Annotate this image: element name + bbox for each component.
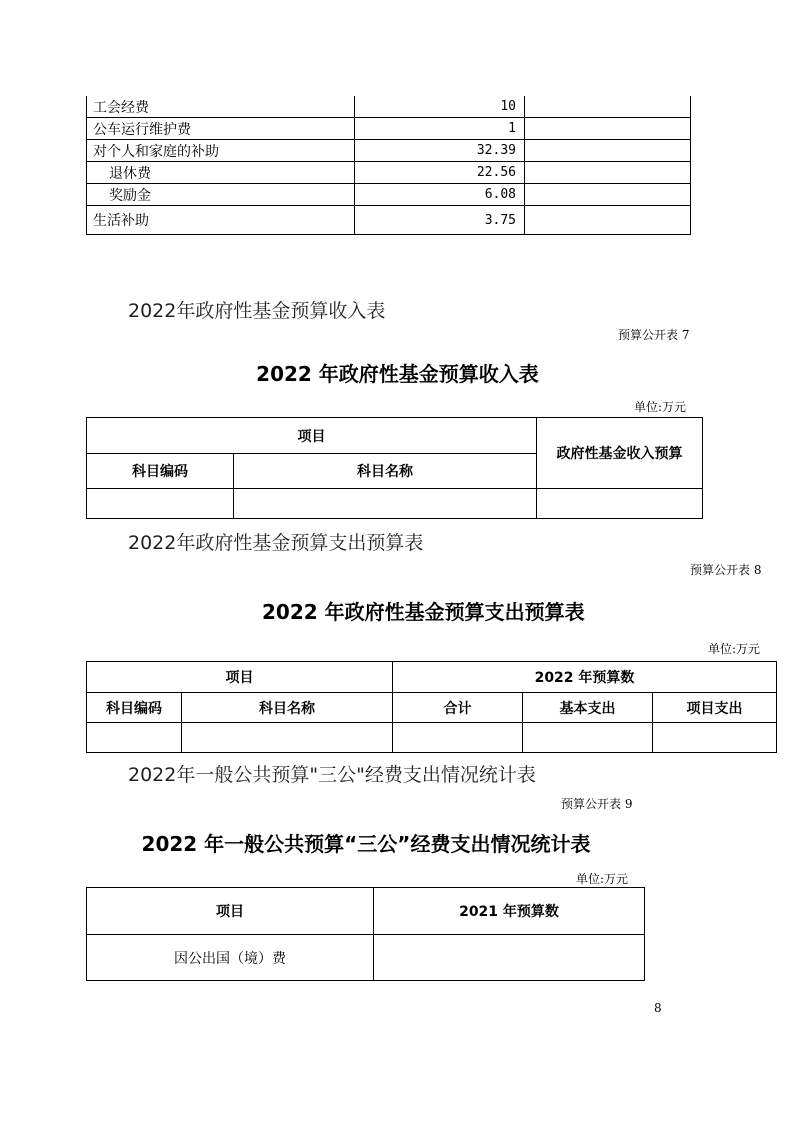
row-value: 6.08	[355, 184, 525, 206]
page-title: 2022 年政府性基金预算收入表	[256, 362, 539, 386]
header-code: 科目编码	[87, 454, 234, 489]
unit-label: 单位:万元	[634, 400, 687, 414]
header-code: 科目编码	[87, 693, 182, 723]
header-name: 科目名称	[234, 454, 537, 489]
row-value: 3.75	[355, 206, 525, 235]
row-label: 工会经费	[87, 96, 355, 118]
page-title: 2022 年政府性基金预算支出预算表	[262, 600, 585, 624]
header-item: 项目	[87, 418, 537, 454]
header-project: 项目支出	[653, 693, 777, 723]
table-row	[87, 96, 691, 118]
unit-label: 单位:万元	[708, 642, 761, 656]
empty-cell	[182, 723, 393, 753]
empty-cell	[537, 489, 703, 519]
header-budget: 政府性基金收入预算	[537, 418, 703, 489]
row-label: 因公出国（境）费	[87, 935, 374, 981]
row-label: 生活补助	[87, 206, 355, 235]
unit-label: 单位:万元	[576, 872, 629, 886]
empty-cell	[523, 723, 653, 753]
row-label: 公车运行维护费	[87, 118, 355, 140]
section-heading: 2022年政府性基金预算支出预算表	[128, 532, 424, 554]
empty-cell	[525, 184, 691, 206]
table-header-row	[87, 888, 645, 935]
empty-cell	[525, 206, 691, 235]
section-heading: 2022年一般公共预算"三公"经费支出情况统计表	[128, 764, 536, 786]
row-label: 对个人和家庭的补助	[87, 140, 355, 162]
table-row	[87, 184, 691, 206]
table-serial: 预算公开表 9	[561, 797, 633, 811]
empty-cell	[653, 723, 777, 753]
fund-income-table	[86, 417, 703, 519]
empty-cell	[525, 162, 691, 184]
empty-cell	[374, 935, 645, 981]
page-number: 8	[654, 1001, 662, 1015]
empty-cell	[87, 723, 182, 753]
page-title: 2022 年一般公共预算“三公”经费支出情况统计表	[141, 832, 591, 856]
empty-cell	[525, 96, 691, 118]
empty-cell	[234, 489, 537, 519]
table-row	[87, 723, 777, 753]
table-row	[87, 162, 691, 184]
table-row	[87, 206, 691, 235]
table-serial: 预算公开表 8	[690, 563, 762, 577]
row-label: 退休费	[87, 162, 355, 184]
table-row	[87, 935, 645, 981]
table-row	[87, 489, 703, 519]
table-row	[87, 118, 691, 140]
table-header-row	[87, 693, 777, 723]
row-label: 奖励金	[87, 184, 355, 206]
header-item: 项目	[87, 888, 374, 935]
header-budget: 2021 年预算数	[374, 888, 645, 935]
expense-table	[86, 96, 691, 235]
row-value: 22.56	[355, 162, 525, 184]
section-heading: 2022年政府性基金预算收入表	[128, 300, 386, 322]
table-header-row	[87, 662, 777, 693]
header-budget: 2022 年预算数	[393, 662, 777, 693]
empty-cell	[393, 723, 523, 753]
empty-cell	[525, 140, 691, 162]
table-serial: 预算公开表 7	[618, 328, 690, 342]
row-value: 1	[355, 118, 525, 140]
header-total: 合计	[393, 693, 523, 723]
table-row	[87, 140, 691, 162]
fund-expense-table	[86, 661, 777, 753]
header-basic: 基本支出	[523, 693, 653, 723]
row-value: 10	[355, 96, 525, 118]
header-name: 科目名称	[182, 693, 393, 723]
header-item: 项目	[87, 662, 393, 693]
empty-cell	[525, 118, 691, 140]
empty-cell	[87, 489, 234, 519]
three-public-table	[86, 887, 645, 981]
row-value: 32.39	[355, 140, 525, 162]
table-header-row	[87, 418, 703, 454]
